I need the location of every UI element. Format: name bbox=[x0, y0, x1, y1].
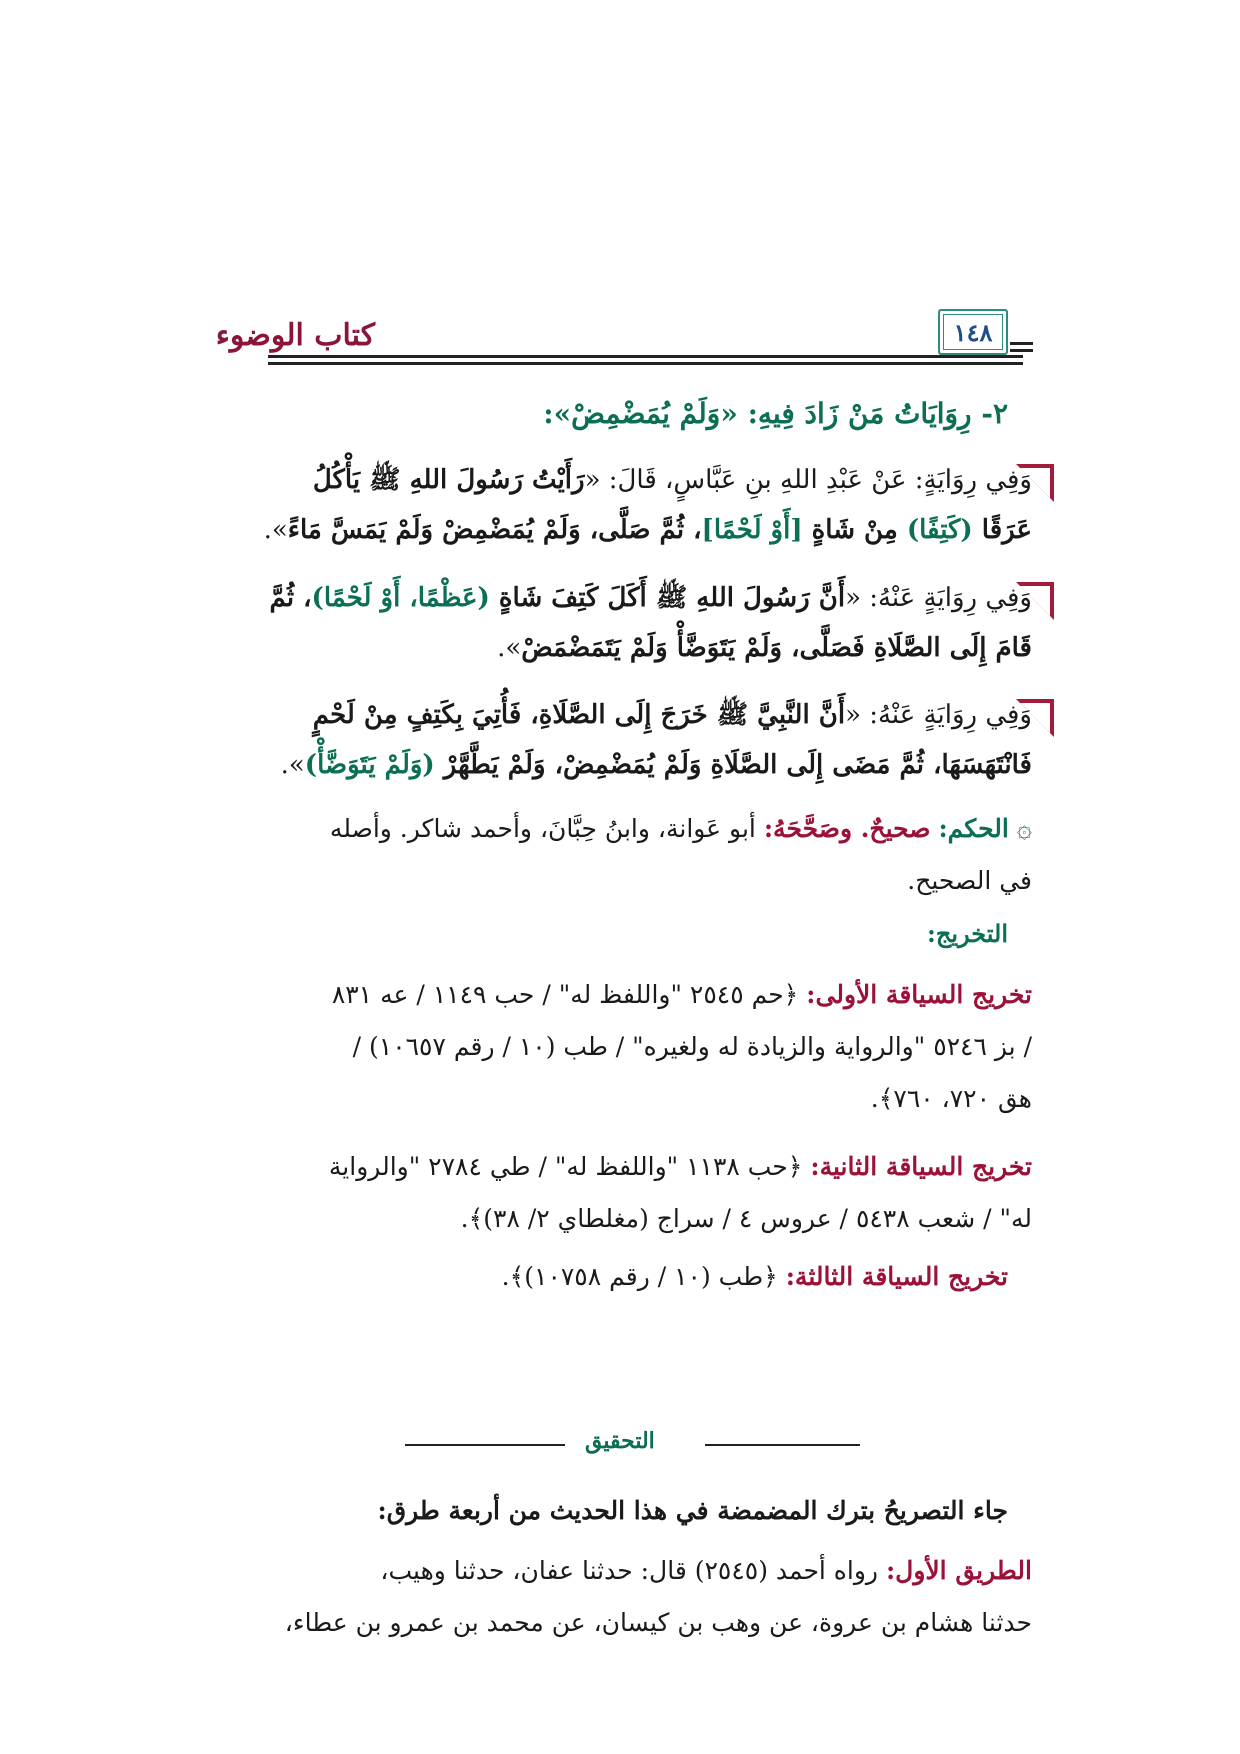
page-number: ١٤٨ bbox=[953, 317, 993, 347]
takhrij-label: تخريج السياقة الأولى: bbox=[806, 980, 1032, 1009]
header-rule-right-bottom bbox=[1010, 349, 1033, 352]
narration-matn: فَانْتَهَسَهَا، ثُمَّ مَضَى إِلَى الصَّلَاةِ وَلَمْ يُمَضْمِضْ، وَلَمْ يَطَّهَّرْ bbox=[434, 750, 1032, 780]
tahqiq-first-text: رواه أحمد (٢٥٤٥) قال: حدثنا عفان، حدثنا وهيب، bbox=[380, 1556, 886, 1585]
narration-matn: رَأَيْتُ رَسُولَ اللهِ ﷺ يَأْكُلُ bbox=[312, 465, 585, 495]
ruling-line-2: في الصحيح. bbox=[907, 866, 1032, 895]
section-heading: ٢- رِوَايَاتُ مَنْ زَادَ فِيهِ: «وَلَمْ يُمَضْمِضْ»: bbox=[543, 397, 1008, 430]
takhrij-heading: التخريج: bbox=[927, 919, 1008, 948]
narration-end: ». bbox=[280, 750, 305, 780]
running-header-title: كتاب الوضوء bbox=[215, 318, 375, 353]
divider-line-right bbox=[705, 1444, 860, 1446]
divider-line-left bbox=[405, 1444, 565, 1446]
narration-intro: وَفِي رِوَايَةٍ عَنْهُ: « bbox=[845, 700, 1032, 730]
tahqiq-statement: جاء التصريحُ بترك المضمضة في هذا الحديث من أربعة طرق: bbox=[377, 1496, 1008, 1525]
narration-matn: أَنَّ النَّبِيَّ ﷺ خَرَجَ إِلَى الصَّلَاةِ، فَأُتِيَ بِكَتِفٍ مِنْ لَحْمٍ bbox=[312, 700, 846, 730]
takhrij-3-line-1 bbox=[502, 1262, 1008, 1292]
narration-line bbox=[270, 582, 1032, 616]
takhrij-text: ﴿حم ٢٥٤٥ "واللفظ له" / حب ١١٤٩ / عه ٨٣١ bbox=[331, 980, 807, 1009]
tahqiq-first-line-2: حدثنا هشام بن عروة، عن وهب بن كيسان، عن محمد بن عمرو بن عطاء، bbox=[284, 1608, 1032, 1637]
header-rule-bottom bbox=[268, 362, 1023, 365]
header-rule-top bbox=[268, 355, 1023, 358]
narration-line bbox=[497, 632, 1032, 666]
ruling-line bbox=[330, 814, 1032, 845]
narration-matn: مِنْ شَاةٍ bbox=[802, 515, 907, 545]
narration-matn: قَامَ إِلَى الصَّلَاةِ فَصَلَّى، وَلَمْ يَتَوَضَّأْ وَلَمْ يَتَمَضْمَضْ bbox=[521, 633, 1032, 663]
narration-matn: ، ثُمَّ صَلَّى، وَلَمْ يُمَضْمِضْ وَلَمْ يَمَسَّ مَاءً bbox=[287, 515, 702, 545]
narration-line bbox=[313, 699, 1032, 733]
narration-end: ». bbox=[263, 515, 288, 545]
takhrij-2-line-2: له" / شعب ٥٤٣٨ / عروس ٤ / سراج (مغلطاي ٢/ ٣٨)﴾. bbox=[460, 1204, 1032, 1233]
takhrij-2-line-1 bbox=[329, 1152, 1032, 1182]
narration-line bbox=[281, 749, 1032, 783]
narration-variant: [أَوْ لَحْمًا] bbox=[701, 515, 803, 545]
narration-line bbox=[313, 464, 1032, 498]
ruling-verdict: صحيحٌ. وصَحَّحَهُ: bbox=[763, 814, 931, 843]
narration-end: ». bbox=[497, 633, 522, 663]
narration-variant: (كَتِفًا) bbox=[906, 515, 973, 545]
tahqiq-first-label: الطريق الأول: bbox=[885, 1556, 1032, 1585]
takhrij-text: ﴿طب (١٠ / رقم ١٠٧٥٨)﴾. bbox=[501, 1262, 786, 1291]
takhrij-label: تخريج السياقة الثانية: bbox=[810, 1152, 1032, 1181]
narration-matn: عَرَقًا bbox=[972, 515, 1032, 545]
takhrij-text: ﴿حب ١١٣٨ "واللفظ له" / طي ٢٧٨٤ "والرواية bbox=[328, 1152, 811, 1181]
narration-matn: أَنَّ رَسُولَ اللهِ ﷺ أَكَلَ كَتِفَ شَاةٍ bbox=[489, 583, 846, 613]
header-rule-right-top bbox=[1010, 342, 1033, 345]
takhrij-1-line-1 bbox=[332, 980, 1032, 1010]
narration-line bbox=[264, 514, 1032, 548]
narration-variant: (عَظْمًا، أَوْ لَحْمًا) bbox=[311, 583, 490, 613]
page-number-frame bbox=[938, 309, 1008, 355]
takhrij-1-line-2: / بز ٥٢٤٦ "والرواية والزيادة له ولغيره" / طب (١٠ / رقم ١٠٦٥٧) / bbox=[352, 1032, 1032, 1061]
tahqiq-first-line-1 bbox=[380, 1556, 1032, 1586]
takhrij-1-line-3: هق ٧٢٠، ٧٦٠﴾. bbox=[870, 1084, 1032, 1113]
ruling-label: الحكم: bbox=[938, 814, 1009, 843]
tahqiq-divider bbox=[405, 1430, 860, 1460]
narration-intro: وَفِي رِوَايَةٍ عَنْهُ: « bbox=[845, 583, 1032, 613]
narration-intro: وَفِي رِوَايَةٍ: عَنْ عَبْدِ اللهِ بنِ عَبَّاسٍ، قَالَ: « bbox=[584, 465, 1032, 495]
narration-variant: (وَلَمْ يَتَوَضَّأْ) bbox=[304, 750, 435, 780]
ruling-text: أبو عَوانة، وابنُ حِبَّانَ، وأحمد شاكر. وأصله bbox=[329, 814, 764, 843]
ruling-ornament-icon: ۞ bbox=[1016, 814, 1032, 844]
divider-label: التحقيق bbox=[585, 1428, 655, 1454]
takhrij-label: تخريج السياقة الثالثة: bbox=[785, 1262, 1008, 1291]
narration-matn: ، ثُمَّ bbox=[269, 583, 312, 613]
